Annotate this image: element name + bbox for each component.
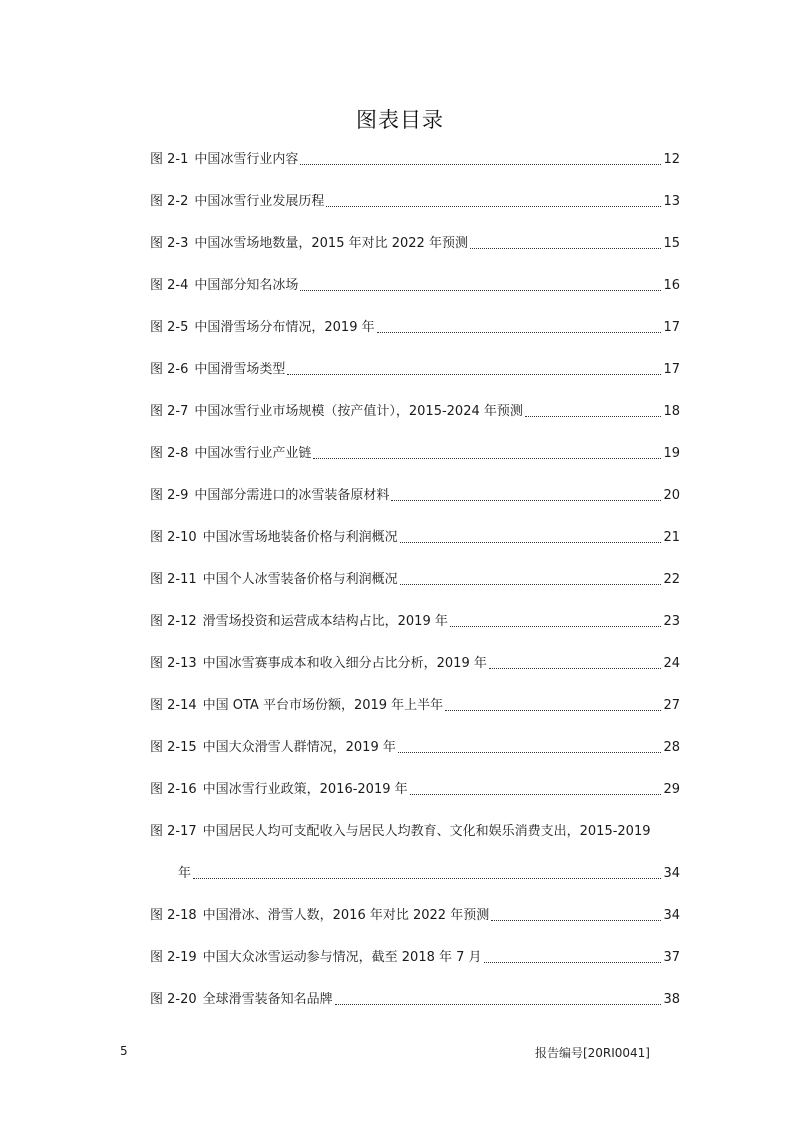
entry-page: 37 xyxy=(663,950,680,965)
entry-page: 29 xyxy=(663,782,680,797)
dot-leader xyxy=(398,736,662,753)
page-title: 图表目录 xyxy=(356,108,444,132)
dot-leader xyxy=(445,694,661,711)
entry-label xyxy=(150,526,398,550)
dot-leader xyxy=(391,484,661,501)
entry-number: 图 2-17 xyxy=(150,824,197,839)
entry-title: 中国部分需进口的冰雪装备原材料 xyxy=(194,488,390,503)
toc-entry[interactable] xyxy=(150,358,680,400)
toc-entry[interactable] xyxy=(150,400,680,442)
entry-page: 19 xyxy=(663,446,680,461)
dot-leader xyxy=(484,946,662,963)
dot-leader xyxy=(326,190,661,207)
entry-label xyxy=(150,736,396,760)
entry-label xyxy=(150,652,487,676)
entry-title: 滑雪场投资和运营成本结构占比，2019 年 xyxy=(202,614,448,629)
entry-page: 17 xyxy=(663,320,680,335)
entry-label xyxy=(150,610,448,634)
dot-leader xyxy=(400,526,662,543)
entry-page: 34 xyxy=(663,908,680,923)
entry-label xyxy=(150,484,389,508)
footer-page-number: 5 xyxy=(120,1044,128,1058)
entry-title: 中国冰雪行业政策，2016-2019 年 xyxy=(202,782,408,797)
toc-entry[interactable] xyxy=(150,652,680,694)
entry-number: 图 2-4 xyxy=(150,278,189,293)
entry-title: 全球滑雪装备知名品牌 xyxy=(202,992,333,1007)
entry-label xyxy=(150,148,298,172)
dot-leader xyxy=(300,274,661,291)
entry-number: 图 2-3 xyxy=(150,236,189,251)
entry-number: 图 2-2 xyxy=(150,194,189,209)
entry-page: 18 xyxy=(663,404,680,419)
entry-page: 23 xyxy=(663,614,680,629)
entry-label xyxy=(150,316,375,340)
entry-page: 20 xyxy=(663,488,680,503)
entry-title: 中国居民人均可支配收入与居民人均教育、文化和娱乐消费支出，2015-2019 xyxy=(202,824,651,839)
entry-label xyxy=(150,400,523,424)
dot-leader xyxy=(313,442,661,459)
dot-leader xyxy=(450,610,662,627)
entry-title-continued: 年 xyxy=(178,866,192,881)
entry-number: 图 2-20 xyxy=(150,992,197,1007)
entry-title: 中国冰雪行业内容 xyxy=(194,152,299,167)
entry-number: 图 2-9 xyxy=(150,488,189,503)
entry-page: 17 xyxy=(663,362,680,377)
entry-page: 13 xyxy=(663,194,680,209)
entry-title: 中国冰雪行业发展历程 xyxy=(194,194,325,209)
entry-number: 图 2-5 xyxy=(150,320,189,335)
dot-leader xyxy=(377,316,662,333)
toc-entry[interactable] xyxy=(150,316,680,358)
toc-entry[interactable] xyxy=(150,442,680,484)
entry-number: 图 2-14 xyxy=(150,698,197,713)
entry-number: 图 2-12 xyxy=(150,614,197,629)
entry-number: 图 2-19 xyxy=(150,950,197,965)
entry-number: 图 2-6 xyxy=(150,362,189,377)
entry-number: 图 2-18 xyxy=(150,908,197,923)
entry-title: 中国大众滑雪人群情况，2019 年 xyxy=(202,740,396,755)
entry-title: 中国滑雪场分布情况，2019 年 xyxy=(194,320,375,335)
entry-page: 21 xyxy=(663,530,680,545)
entry-page: 28 xyxy=(663,740,680,755)
toc-entry[interactable] xyxy=(150,610,680,652)
entry-first-line xyxy=(150,820,680,862)
entry-title: 中国个人冰雪装备价格与利润概况 xyxy=(202,572,398,587)
entry-title: 中国冰雪赛事成本和收入细分占比分析，2019 年 xyxy=(202,656,487,671)
dot-leader xyxy=(193,862,661,879)
entry-number: 图 2-1 xyxy=(150,152,189,167)
dot-leader xyxy=(400,568,662,585)
entry-title: 中国冰雪场地装备价格与利润概况 xyxy=(202,530,398,545)
entry-label xyxy=(150,820,651,862)
toc-entry[interactable] xyxy=(150,904,680,946)
toc-entry[interactable] xyxy=(150,526,680,568)
entry-second-line xyxy=(150,862,680,904)
entry-label xyxy=(150,190,324,214)
entry-label xyxy=(150,568,398,592)
entry-page: 38 xyxy=(663,992,680,1007)
entry-title: 中国冰雪行业产业链 xyxy=(194,446,312,461)
entry-label xyxy=(150,274,298,298)
toc-entry[interactable] xyxy=(150,988,680,1030)
toc-entry[interactable] xyxy=(150,148,680,190)
entry-title: 中国冰雪行业市场规模（按产值计），2015-2024 年预测 xyxy=(194,404,523,419)
figure-list xyxy=(150,148,680,1030)
entry-number: 图 2-7 xyxy=(150,404,189,419)
entry-number: 图 2-8 xyxy=(150,446,189,461)
dot-leader xyxy=(470,232,662,249)
dot-leader xyxy=(525,400,662,417)
entry-number: 图 2-16 xyxy=(150,782,197,797)
entry-page: 16 xyxy=(663,278,680,293)
entry-title: 中国 OTA 平台市场份额，2019 年上半年 xyxy=(202,698,444,713)
toc-entry[interactable] xyxy=(150,736,680,778)
dot-leader xyxy=(335,988,662,1005)
entry-label xyxy=(150,904,489,928)
entry-label xyxy=(150,988,333,1012)
entry-number: 图 2-11 xyxy=(150,572,197,587)
entry-number: 图 2-13 xyxy=(150,656,197,671)
toc-entry[interactable] xyxy=(150,274,680,316)
toc-entry[interactable] xyxy=(150,190,680,232)
entry-number: 图 2-10 xyxy=(150,530,197,545)
entry-title: 中国冰雪场地数量，2015 年对比 2022 年预测 xyxy=(194,236,468,251)
entry-title: 中国滑雪场类型 xyxy=(194,362,286,377)
dot-leader xyxy=(410,778,662,795)
entry-page: 22 xyxy=(663,572,680,587)
entry-label xyxy=(150,946,482,970)
toc-entry[interactable] xyxy=(150,820,680,904)
dot-leader xyxy=(300,148,661,165)
entry-page: 34 xyxy=(663,866,680,881)
dot-leader xyxy=(287,358,661,375)
entry-label xyxy=(150,694,443,718)
toc-entry[interactable] xyxy=(150,568,680,610)
entry-label xyxy=(150,358,285,382)
entry-label xyxy=(150,442,311,466)
entry-page: 15 xyxy=(663,236,680,251)
entry-page: 27 xyxy=(663,698,680,713)
entry-title: 中国部分知名冰场 xyxy=(194,278,299,293)
entry-title: 中国滑冰、滑雪人数，2016 年对比 2022 年预测 xyxy=(202,908,490,923)
entry-label xyxy=(150,232,468,256)
toc-entry[interactable] xyxy=(150,232,680,274)
entry-page: 24 xyxy=(663,656,680,671)
toc-entry[interactable] xyxy=(150,778,680,820)
entry-label xyxy=(150,778,408,802)
toc-entry[interactable] xyxy=(150,484,680,526)
toc-entry[interactable] xyxy=(150,694,680,736)
toc-entry[interactable] xyxy=(150,946,680,988)
footer-report-id: 报告编号[20RI0041] xyxy=(534,1046,650,1060)
dot-leader xyxy=(489,652,662,669)
dot-leader xyxy=(491,904,661,921)
entry-page: 12 xyxy=(663,152,680,167)
entry-number: 图 2-15 xyxy=(150,740,197,755)
entry-title: 中国大众冰雪运动参与情况，截至 2018 年 7 月 xyxy=(202,950,482,965)
